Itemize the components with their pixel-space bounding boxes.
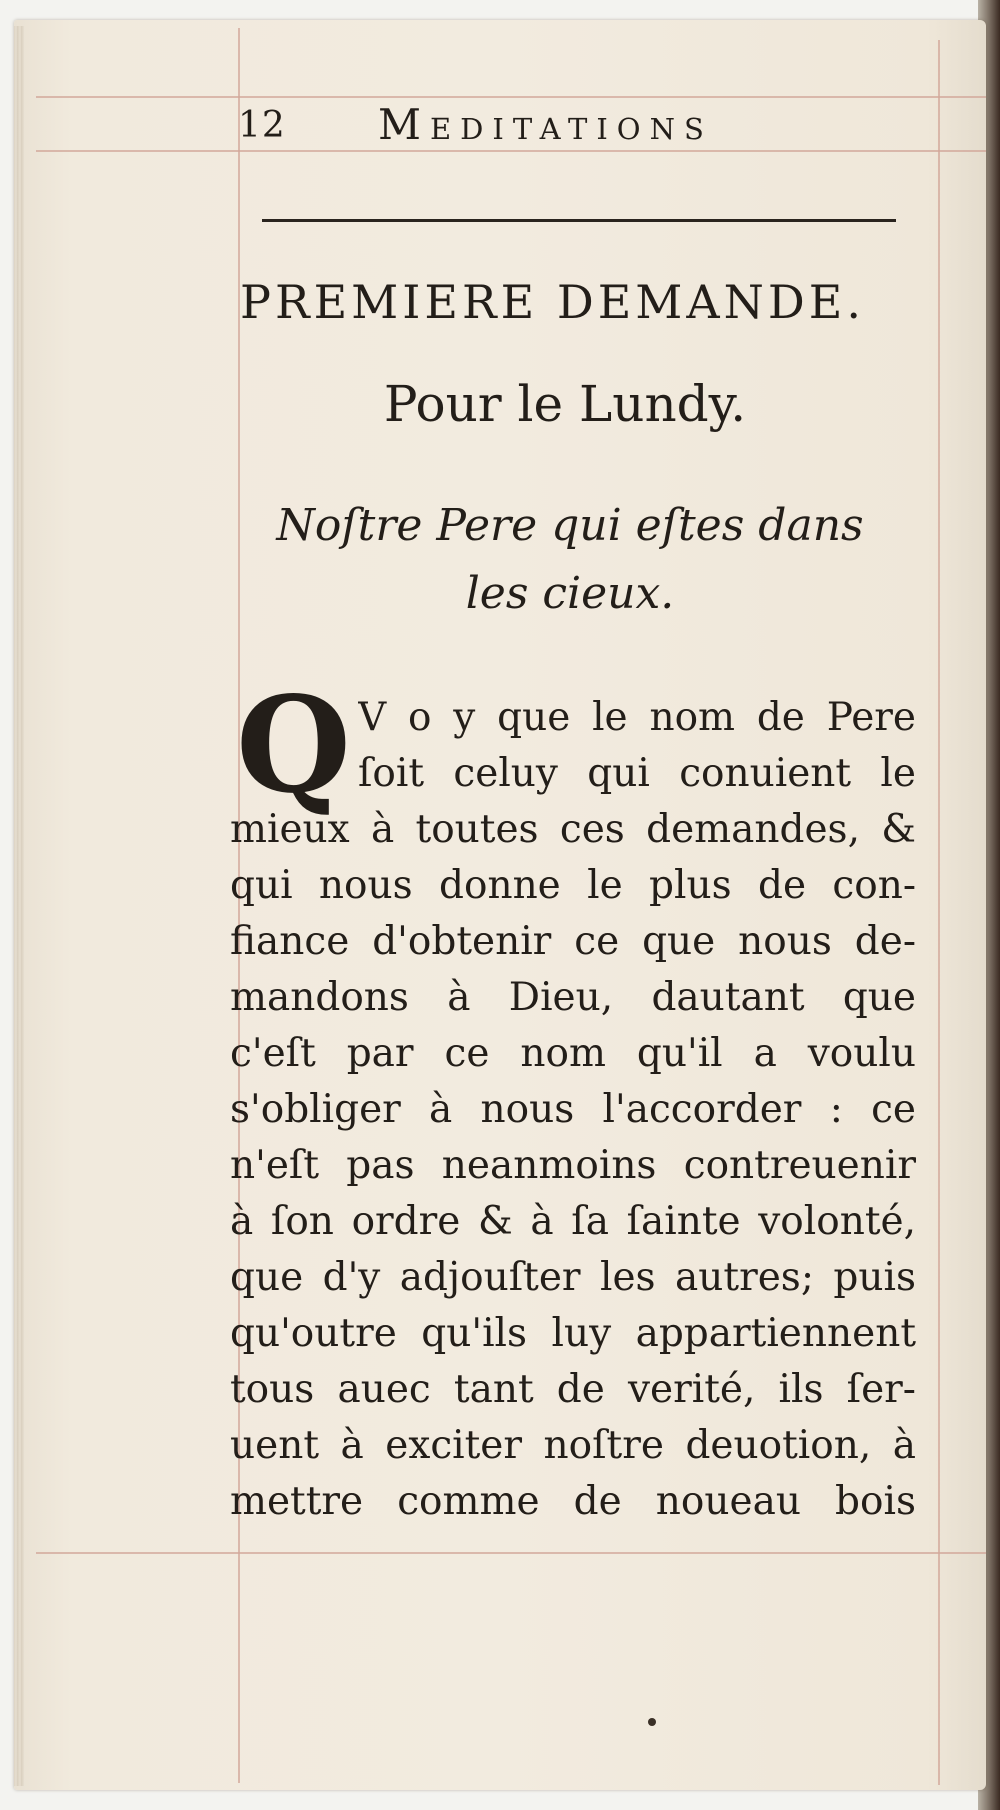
drop-cap-initial: Q [236,668,351,823]
ruled-line-bottom [36,1552,986,1554]
body-text-line: uent à exciter noſtre deuotion, à [230,1423,916,1468]
ink-spot [648,1718,656,1726]
ruled-line-head [36,150,986,152]
verse-line: les cieux. [465,568,675,619]
body-text-line: ſoit celuy qui conuient le [358,751,916,796]
body-text-line: qu'outre qu'ils luy appartiennent [230,1311,916,1356]
body-text-line: s'obliger à nous l'accorder : ce [230,1087,916,1132]
body-text-line: n'eſt pas neanmoins contreuenir [230,1143,916,1188]
body-text-line: que d'y adjouſter les autres; puis [230,1255,916,1300]
body-text-line: fiance d'obtenir ce que nous de- [230,919,916,964]
ruled-line-right [938,40,940,1785]
ruled-line-top [36,96,986,98]
section-subtitle: Pour le Lundy. [383,375,747,433]
body-text-line: mandons à Dieu, dautant que [230,975,916,1020]
body-text-line: V o y que le nom de Pere [358,695,916,740]
header-divider [262,219,896,222]
body-text-line: tous auec tant de verité, ils ſer- [230,1367,916,1412]
page-number: 12 [238,105,286,146]
section-title: PREMIERE DEMANDE. [240,275,865,329]
body-text-line: à ſon ordre & à ſa ſainte volonté, [230,1199,916,1244]
body-text-line: qui nous donne le plus de con- [230,863,916,908]
body-text-line: mettre comme de noueau bois [230,1479,916,1524]
running-head: Meditations [378,100,713,149]
body-text-line: mieux à toutes ces demandes, & [230,807,916,852]
page-stack-edge [14,26,24,1786]
verse-line: Noſtre Pere qui eſtes dans [276,500,864,551]
body-text-line: c'eſt par ce nom qu'il a voulu [230,1031,916,1076]
